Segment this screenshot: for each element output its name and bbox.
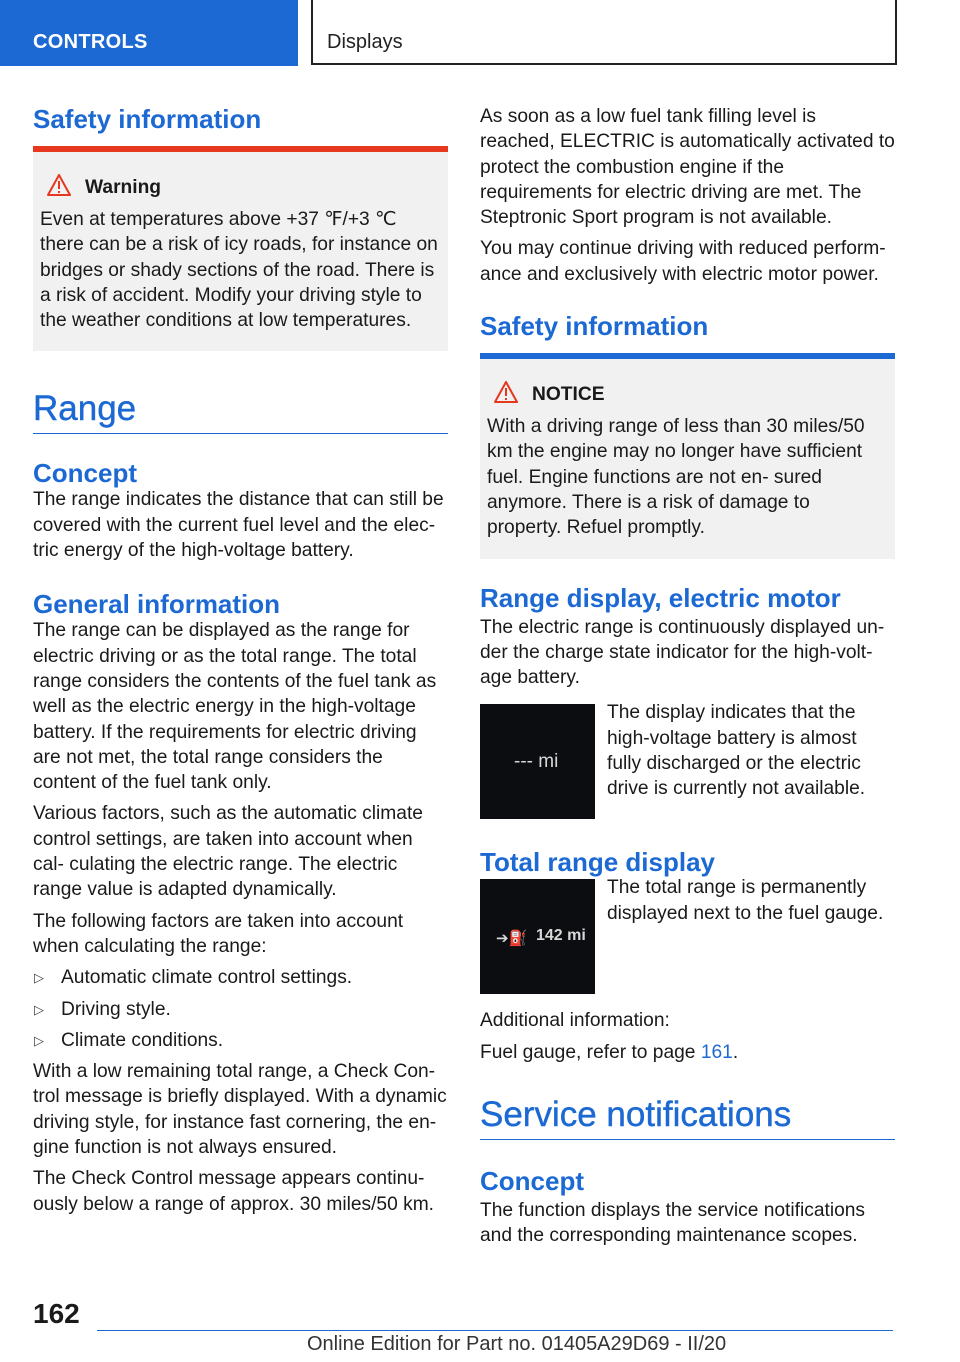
chapter-label: Displays	[327, 31, 403, 53]
notice-triangle-icon	[494, 381, 518, 408]
notice-box	[480, 359, 895, 558]
warning-box	[33, 152, 448, 351]
section-label: CONTROLS	[33, 31, 148, 53]
electric-activation-text: As soon as a low fuel tank filling level is reached, ELECTRIC is automatically activated to protect the combustion engine if the requirements for electric driving are met. The Steptronic Sport program is not available.	[480, 106, 895, 229]
triangle-bullet-icon: ▷	[34, 970, 44, 986]
triangle-bullet-icon: ▷	[34, 1032, 44, 1048]
total-range-description: The total range is permanently displayed next to the fuel gauge.	[607, 877, 884, 924]
electric-range-description: The display indicates that the high-voltage battery is almost fully discharged or the electric drive is currently not available.	[607, 702, 866, 800]
safety-information-heading: Safety information	[33, 104, 262, 134]
service-notifications-heading: Service notifications	[480, 1095, 792, 1135]
fuel-gauge-reference: Fuel gauge, refer to page 161.	[480, 1041, 739, 1063]
triangle-bullet-icon: ▷	[34, 1001, 44, 1017]
page-reference-link[interactable]: 161	[700, 1041, 733, 1063]
total-range-display-heading: Total range display	[480, 847, 716, 878]
chapter-tab	[311, 0, 897, 65]
electric-range-readout: --- mi	[514, 751, 559, 773]
footer-rule	[97, 1330, 893, 1331]
fuel-pump-plug-icon: ➔⛽	[496, 930, 528, 948]
range-display-electric-text: The electric range is continuously displayed un‐ der the charge state indicator for the high-volt‐ age battery.	[480, 616, 885, 689]
electric-range-figure	[480, 704, 895, 819]
range-heading-block	[33, 387, 448, 434]
notice-text: With a driving range of less than 30 miles/50 km the engine may no longer have sufficient fuel. Engine functions are not en‐ sured anymore. There is a risk of damage to property. Refuel promptly.	[487, 416, 865, 539]
left-column	[33, 96, 448, 1217]
total-range-display-image	[480, 879, 595, 994]
concept-heading: Concept	[33, 458, 137, 489]
additional-information-label: Additional information:	[480, 1010, 670, 1032]
range-factors-list	[33, 965, 448, 1053]
right-column	[480, 104, 895, 1249]
section-tab	[0, 0, 298, 66]
list-item: ▷ Automatic climate control settings.	[33, 965, 448, 990]
list-item: ▷ Climate conditions.	[33, 1028, 448, 1053]
general-paragraph-2: Various factors, such as the automatic climate control settings, are taken into account when cal‐ culating the electric range. The electric range value is adapted dynamically.	[33, 803, 423, 901]
service-concept-text: The function displays the service notifications and the corresponding maintenance scopes.	[480, 1200, 866, 1247]
safety-information-heading-2: Safety information	[480, 311, 709, 342]
notice-title: NOTICE	[532, 383, 605, 405]
general-paragraph-5: The Check Control message appears continu‐ ously below a range of approx. 30 miles/50 km.	[33, 1168, 435, 1215]
edition-text: Online Edition for Part no. 01405A29D69 - II/20	[307, 1333, 727, 1355]
range-heading: Range	[33, 389, 137, 429]
service-concept-heading: Concept	[480, 1166, 584, 1197]
total-range-readout: 142 mi	[536, 927, 586, 945]
range-display-electric-heading: Range display, electric motor	[480, 582, 841, 613]
warning-text: Even at temperatures above +37 ℉/+3 ℃ there can be a risk of icy roads, for instance on bridges or shady sections of the road. There is a risk of accident. Modify your driving style to the weather conditions at low temperatures.	[40, 209, 438, 332]
concept-text: The range indicates the distance that can still be covered with the current fuel level and the elec‐ tric energy of the high-voltage battery.	[33, 489, 444, 562]
general-paragraph-4: With a low remaining total range, a Check Con‐ trol message is briefly displayed. With a dynamic driving style, for instance fast cornering, the en‐ gine function is not always ensured.	[33, 1061, 447, 1159]
service-notifications-heading-block	[480, 1093, 895, 1140]
electric-range-display-image	[480, 704, 595, 819]
page-header	[0, 0, 960, 66]
general-information-heading: General information	[33, 589, 281, 620]
page-number: 162	[33, 1298, 80, 1329]
warning-triangle-icon	[47, 174, 71, 201]
general-paragraph-1: The range can be displayed as the range for electric driving or as the total range. The total range considers the contents of the fuel tank as well as the electric energy in the high-voltage battery. If the requirements for electric driving are not met, the total range considers the content of the fuel tank only.	[33, 620, 437, 794]
warning-title: Warning	[85, 176, 162, 198]
reduced-performance-text: You may continue driving with reduced perform‐ ance and exclusively with electric motor power.	[480, 238, 886, 285]
total-range-figure	[480, 879, 895, 994]
general-paragraph-3: The following factors are taken into account when calculating the range:	[33, 910, 404, 957]
list-item: ▷ Driving style.	[33, 997, 448, 1022]
